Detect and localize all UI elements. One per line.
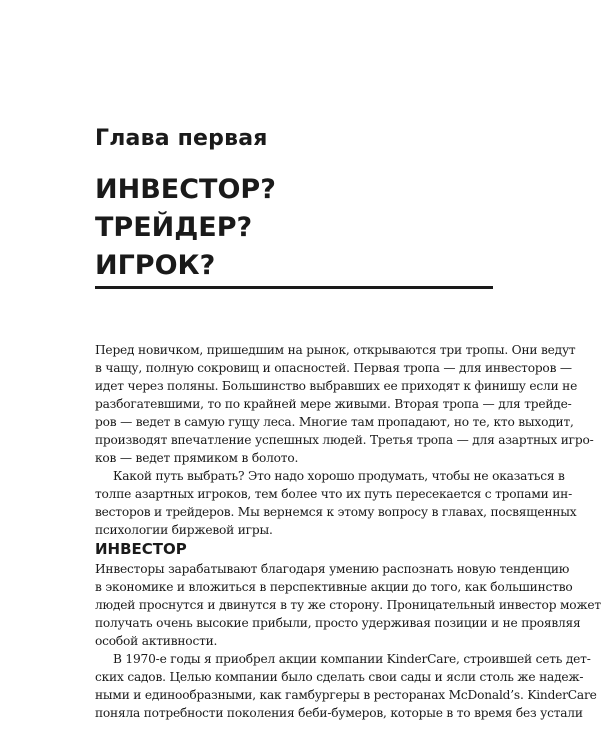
chapter-title-line: ИГРОК?: [95, 250, 216, 281]
text-line: особой активности.: [95, 634, 218, 648]
section-text: [95, 560, 601, 722]
text-line: ков — ведет прямиком в болото.: [95, 451, 299, 465]
text-line: ными и единообразными, как гамбургеры в ресторанах McDonald’s. KinderCare: [95, 688, 597, 702]
text-line: в экономике и вложиться в перспективные акции до того, как большинство: [95, 580, 573, 594]
text-line: людей проснутся и двинутся в ту же сторону. Проницательный инвестор может: [95, 598, 601, 612]
text-line: идет через поляны. Большинство выбравших ее приходят к финишу если не: [95, 379, 578, 393]
text-line: весторов и трейдеров. Мы вернемся к этому вопросу в главах, посвященных: [95, 505, 577, 519]
text-line: в чащу, полную сокровищ и опасностей. Первая тропа — для инвесторов —: [95, 361, 572, 375]
chapter-title-line: ТРЕЙДЕР?: [95, 212, 253, 243]
text-line: получать очень высокие прибыли, просто удерживая позиции и не проявляя: [95, 616, 581, 630]
chapter-title-line: ИНВЕСТОР?: [95, 174, 276, 205]
text-line: Инвесторы зарабатывают благодаря умению распознать новую тенденцию: [95, 562, 570, 576]
text-line: Какой путь выбрать? Это надо хорошо продумать, чтобы не оказаться в: [113, 469, 565, 483]
text-line: психологии биржевой игры.: [95, 523, 273, 537]
intro-text: [95, 341, 594, 539]
text-line: ров — ведет в самую гущу леса. Многие там пропадают, но те, кто выходит,: [95, 415, 574, 429]
chapter-label: Глава первая: [95, 126, 268, 151]
text-line: толпе азартных игроков, тем более что их путь пересекается с тропами ин-: [95, 487, 573, 501]
chapter-title: [95, 171, 276, 285]
text-line: Перед новичком, пришедшим на рынок, открываются три тропы. Они ведут: [95, 343, 576, 357]
text-line: поняла потребности поколения беби-бумеров, которые в то время без устали: [95, 706, 583, 720]
text-line: производят впечатление успешных людей. Третья тропа — для азартных игро-: [95, 433, 594, 447]
text-line: разбогатевшими, то по крайней мере живыми. Вторая тропа — для трейде-: [95, 397, 572, 411]
text-line: В 1970-е годы я приобрел акции компании KinderCare, строившей сеть дет-: [113, 652, 591, 666]
section-heading: ИНВЕСТОР: [95, 540, 187, 558]
title-divider: [95, 286, 493, 289]
text-line: ских садов. Целью компании было сделать свои сады и ясли столь же надеж-: [95, 670, 584, 684]
